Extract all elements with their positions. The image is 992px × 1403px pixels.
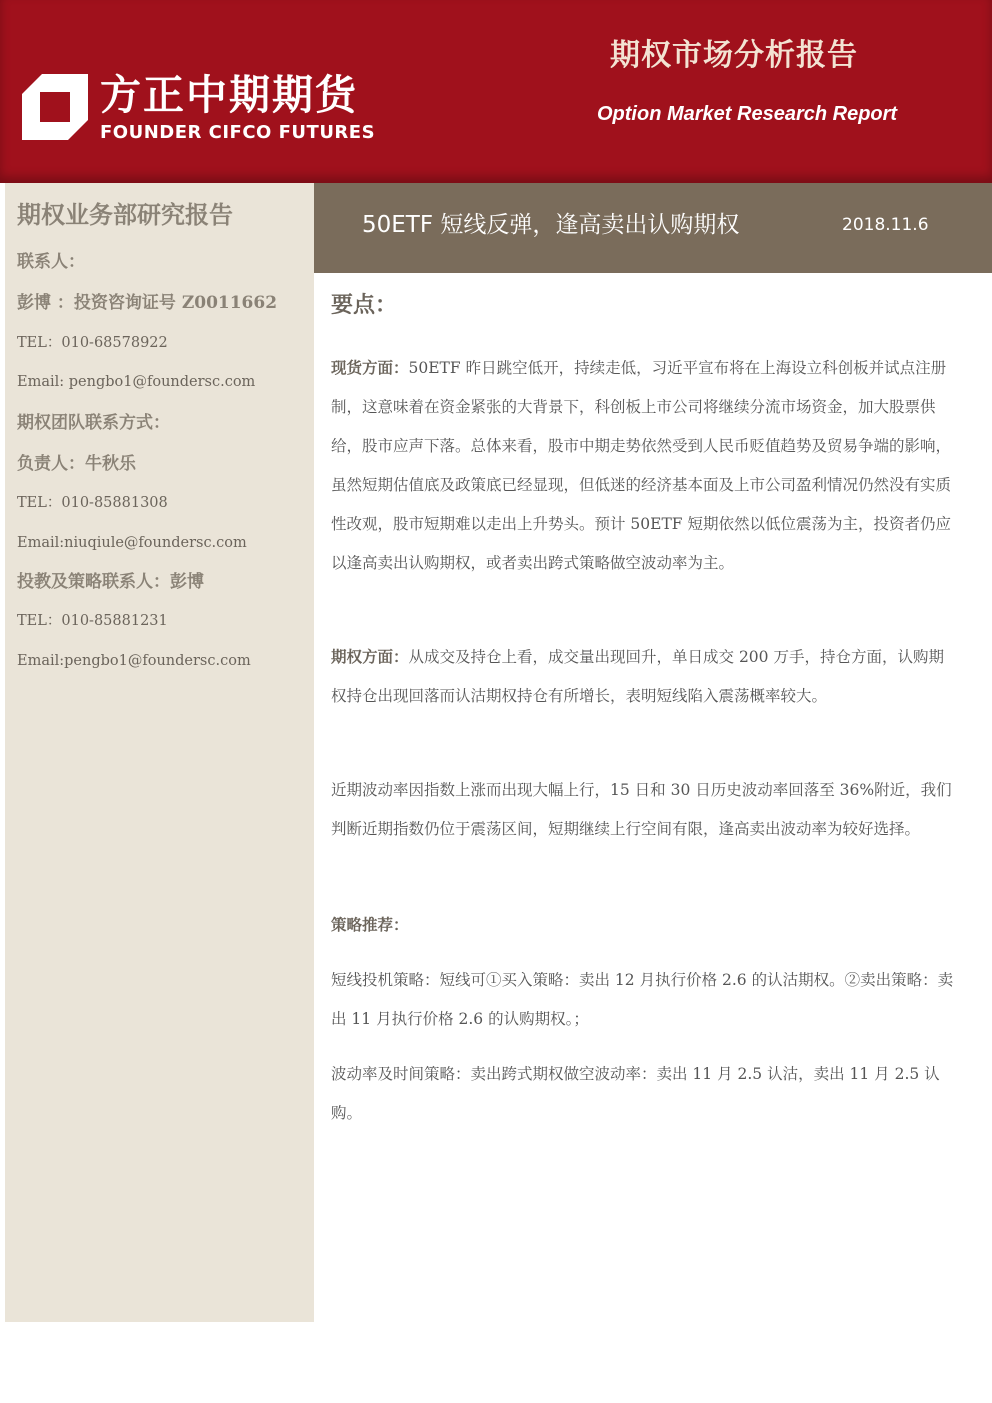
contact-tel: TEL：010-68578922 — [17, 335, 168, 351]
short-strategy-paragraph: 短线投机策略：短线可①买入策略：卖出 12 月执行价格 2.6 的认沽期权。②卖出策略：卖出 11 月执行价格 2.6 的认购期权。； — [331, 971, 954, 1028]
contact-heading: 联系人： — [17, 252, 85, 272]
team-email: Email:niuqiule@foundersc.com — [17, 535, 247, 551]
report-title: 50ETF 短线反弹，逢高卖出认购期权 — [362, 212, 740, 238]
option-text: 从成交及持仓上看，成交量出现回升，单日成交 200 万手，持仓方面，认购期权持仓出现回落而认沽期权持仓有所增长，表明短线陷入震荡概率较大。 — [331, 648, 944, 705]
strategy-heading-paragraph — [331, 905, 959, 945]
option-label: 期权方面： — [331, 647, 409, 666]
spot-label: 现货方面： — [331, 358, 409, 377]
volatility-strategy-paragraph: 波动率及时间策略：卖出跨式期权做空波动率：卖出 11 月 2.5 认沽，卖出 11 月 2.5 认购。 — [331, 1065, 940, 1122]
sidebar-title: 期权业务部研究报告 — [17, 200, 233, 229]
option-paragraph — [331, 637, 959, 716]
company-logo-icon — [22, 74, 88, 140]
report-date: 2018.11.6 — [842, 215, 929, 235]
strategy-email: Email:pengbo1@foundersc.com — [17, 653, 251, 669]
strategy-label: 策略推荐： — [331, 915, 409, 934]
volatility-paragraph: 近期波动率因指数上涨而出现大幅上行，15 日和 30 日历史波动率回落至 36%附近，我们判断近期指数仍位于震荡区间，短期继续上行空间有限，逢高卖出波动率为较好选择。 — [331, 781, 952, 838]
team-tel: TEL：010-85881308 — [17, 495, 168, 511]
spot-paragraph — [331, 348, 959, 583]
report-type-cn: 期权市场分析报告 — [610, 38, 858, 73]
team-owner: 负责人：牛秋乐 — [17, 454, 136, 474]
contact-line: 彭博 ：投资咨询证号 Z0011662 — [17, 293, 278, 313]
strategy-contact: 投教及策略联系人：彭博 — [17, 572, 204, 592]
team-heading: 期权团队联系方式： — [17, 413, 170, 433]
report-type-en: Option Market Research Report — [597, 103, 898, 125]
key-points-heading: 要点： — [331, 292, 398, 318]
contact-email: Email: pengbo1@foundersc.com — [17, 374, 256, 390]
strategy-tel: TEL：010-85881231 — [17, 613, 168, 629]
spot-text: 50ETF 昨日跳空低开，持续走低，习近平宣布将在上海设立科创板并试点注册制，这意味着在资金紧张的大背景下，科创板上市公司将继续分流市场资金，加大股票供给，股市应声下落。总体来看，股市中期走势依然受到人民币贬值趋势及贸易争端的影响，虽然短期估值底及政策底已经显现，但低迷的经济基本面及上市公司盈利情况仍然没有实质性改观，股市短期难以走出上升势头。预计 50ETF 短期依然以低位震荡为主，投资者仍应以逢高卖出认购期权，或者卖出跨式策略做空波动率为主。 — [331, 359, 952, 572]
brand-name-cn: 方正中期期货 — [100, 71, 358, 119]
brand-name-en: FOUNDER CIFCO FUTURES — [100, 122, 376, 143]
